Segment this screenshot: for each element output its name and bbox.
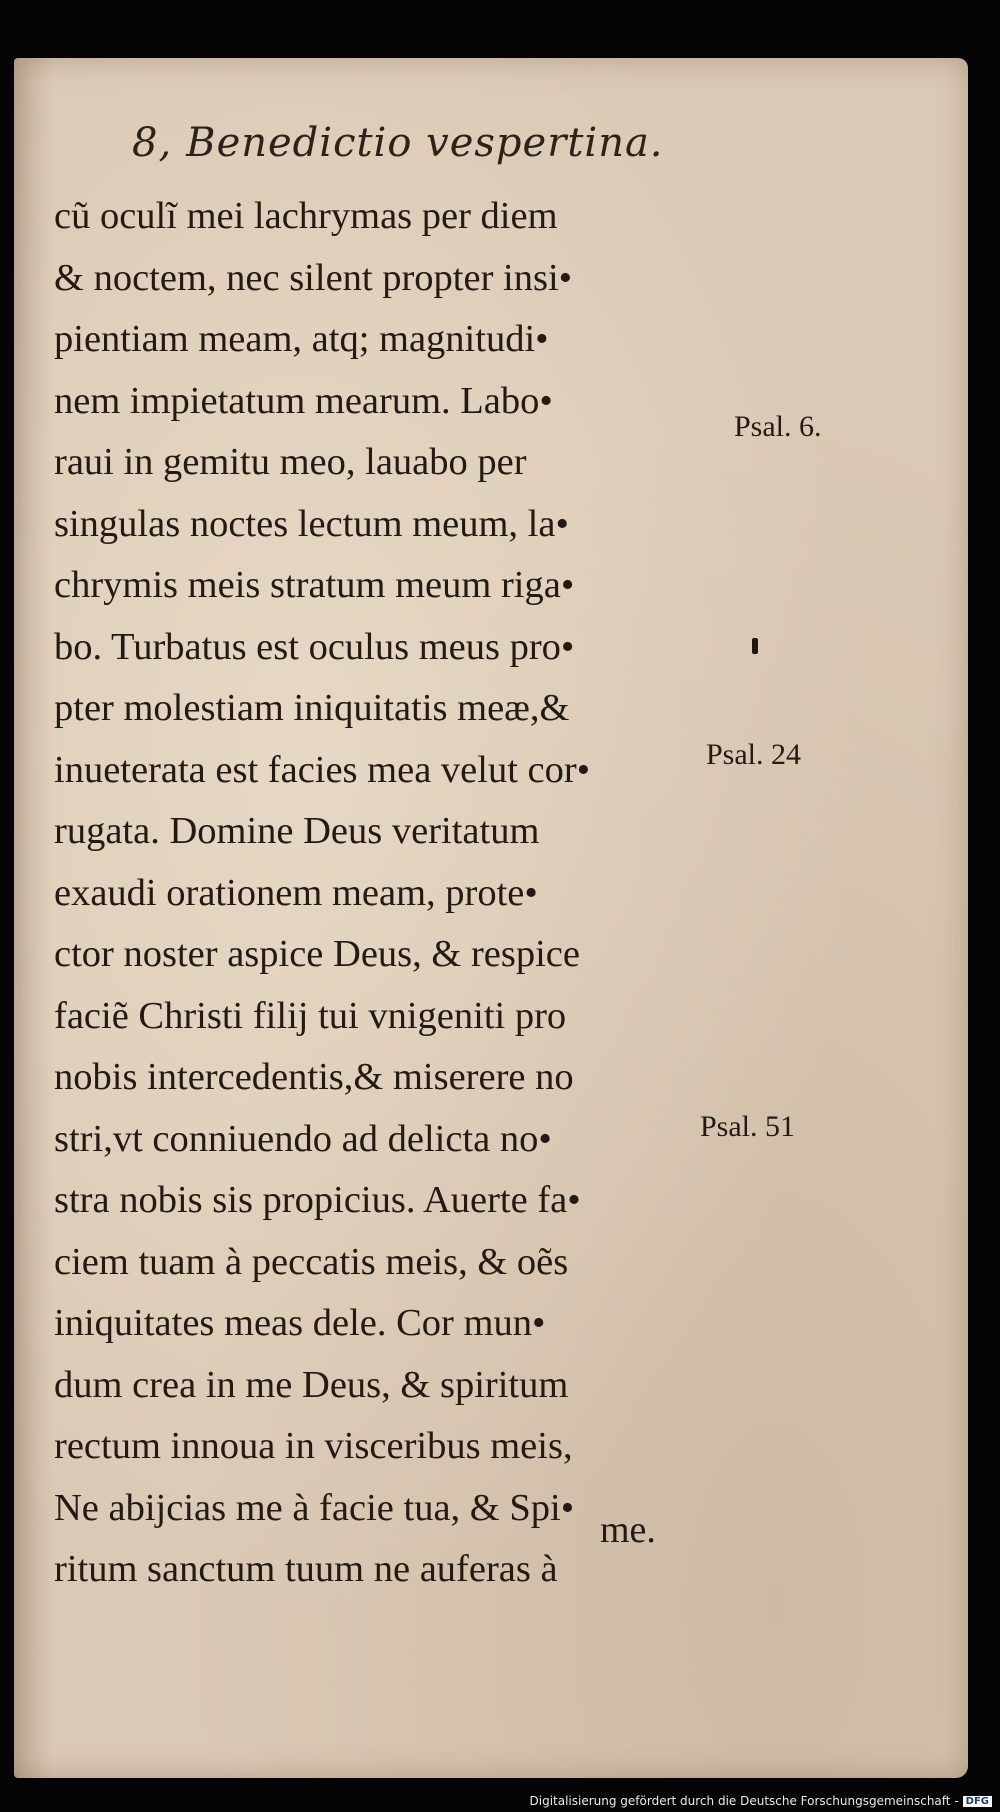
digitization-footer (530, 1794, 993, 1808)
folio-number: 8, (132, 120, 173, 166)
text-line: inueterata est facies mea velut cor• (54, 748, 591, 791)
text-line: rugata. Domine Deus veritatum (54, 810, 540, 852)
text-line: nem impietatum mearum. Labo• (54, 379, 553, 422)
text-line: ciem tuam à peccatis meis, & oẽs (54, 1240, 569, 1283)
footer-text: Digitalisierung gefördert durch die Deutsche Forschungsgemeinschaft - (529, 1794, 959, 1808)
text-line: stri,vt conniuendo ad delicta no• (54, 1117, 552, 1160)
catchword: me. (600, 1509, 656, 1551)
text-line: dum crea in me Deus, & spiritum (54, 1363, 569, 1406)
margin-note-psal-6: Psal. 6. (734, 410, 822, 443)
text-line: singulas noctes lectum meum, la• (54, 502, 569, 545)
text-line: cũ oculĩ mei lachrymas per diem (54, 195, 558, 237)
dfg-logo: DFG (963, 1796, 992, 1807)
text-line: iniquitates meas dele. Cor mun• (54, 1302, 546, 1344)
text-line: rectum innoua in visceribus meis, (54, 1425, 573, 1467)
text-line: pientiam meam, atq; magnitudi• (54, 318, 549, 360)
text-line: faciẽ Christi filij tui vnigeniti pro (54, 994, 567, 1037)
margin-note-psal-24: Psal. 24 (706, 738, 802, 771)
text-line: ritum sanctum tuum ne auferas à (54, 1548, 558, 1590)
text-line: stra nobis sis propicius. Auerte fa• (54, 1179, 581, 1221)
text-line: ctor noster aspice Deus, & respice (54, 933, 580, 975)
body-text (54, 186, 734, 1601)
text-line: chrymis meis stratum meum riga• (54, 564, 575, 606)
running-head-title: Benedictio vespertina. (186, 120, 664, 166)
running-head (132, 120, 664, 166)
book-page (14, 58, 968, 1778)
text-line: & noctem, nec silent propter insi• (54, 256, 573, 299)
text-line: bo. Turbatus est oculus meus pro• (54, 625, 575, 668)
text-line: raui in gemitu meo, lauabo per (54, 441, 527, 483)
margin-note-psal-51: Psal. 51 (700, 1110, 796, 1143)
text-line: nobis intercedentis,& miserere no (54, 1056, 574, 1098)
text-line: pter molestiam iniquitatis meæ,& (54, 687, 570, 729)
text-line: exaudi orationem meam, prote• (54, 871, 538, 914)
text-line: Ne abijcias me à facie tua, & Spi• (54, 1486, 575, 1529)
ink-mark (752, 638, 758, 654)
